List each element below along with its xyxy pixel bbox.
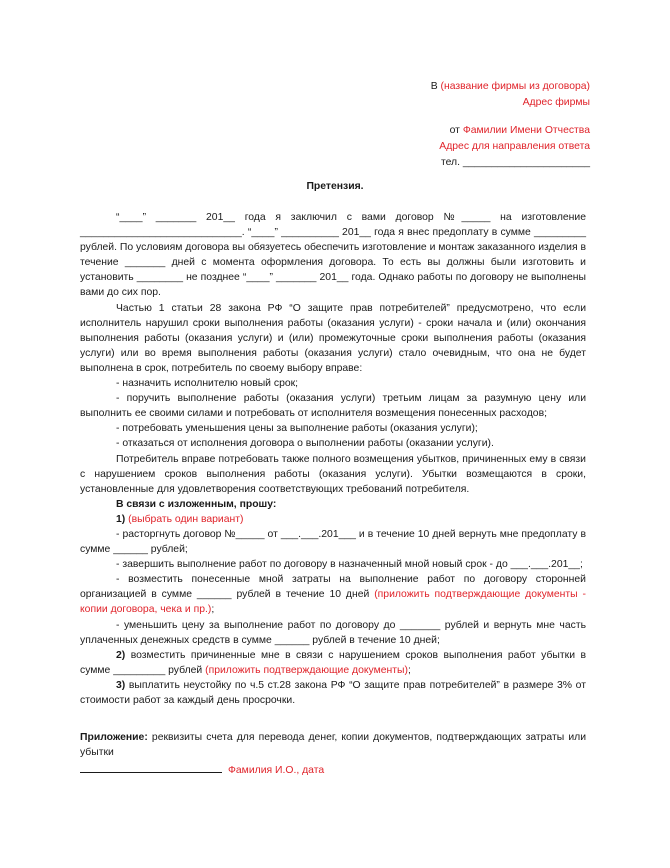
attachment-label: Приложение: — [80, 732, 148, 743]
list-item: - потребовать уменьшения цены за выполнение работы (оказания услуги); — [116, 423, 478, 435]
paragraph-damages: Потребитель вправе потребовать также полного возмещения убытков, причиненных ему в связи с нарушением сроков выполнения работы (оказания услуги). Убытки возмещаются в сроки, установленные для удовлетворения соответствующих требований потребителя. — [80, 453, 586, 495]
addressee-company-line: В (название фирмы из договора) — [430, 81, 590, 92]
list-item: - назначить исполнителю новый срок; — [116, 378, 299, 390]
letter-body — [80, 210, 586, 708]
option-note: (выбрать один вариант) — [128, 513, 244, 525]
company-address-placeholder: Адрес фирмы — [522, 97, 590, 108]
request-item-2: 2) возместить причиненные мне в связи с нарушением сроков выполнения работ убытки в сумме _________ рублей (приложить подтверждающие документы); — [80, 649, 586, 676]
list-item: - возместить понесенные мной затраты на выполнение работ по договору сторонней организацией в сумме ______ рублей в течение 10 дней (приложить подтверждающие документы - копии договора, чека и пр.); — [80, 574, 586, 616]
signature-line — [80, 763, 324, 776]
paragraph-contract-first-line: “____” _______ 201__ года я заключил с вами договор №_____ на изготовление — [116, 212, 586, 223]
addressee-block — [431, 79, 590, 111]
company-name-placeholder: (название фирмы из договора) — [440, 81, 590, 92]
attach-docs-note: (приложить подтверждающие документы) — [205, 664, 408, 676]
list-item: - уменьшить цену за выполнение работ по договору до _______ рублей и вернуть мне часть уплаченных денежных средств в сумме ______ рублей в течение 10 дней; — [80, 619, 586, 646]
attachment-text: реквизиты счета для перевода денег, копии документов, подтверждающих затраты или убытки — [80, 732, 586, 759]
attach-docs-note: (приложить подтверждающие документы - копии договора, чека и пр.) — [80, 589, 586, 616]
paragraph-law: Частью 1 статьи 28 закона РФ “О защите прав потребителей” предусмотрено, что если исполнитель нарушил сроки выполнения работы (оказания услуги) - сроки начала и (или) окончания выполнения работы (оказания услуги) и (или) промежуточные сроки выполнения работы (оказания услуги) или во время выполнения работы (оказания услуги) стало очевидным, что она не будет выполнена в срок, потребитель по своему выбору вправе: — [80, 302, 586, 374]
request-heading: В связи с изложенным, прошу: — [116, 498, 277, 510]
sender-name-line: от Фамилии Имени Отчества — [449, 125, 590, 136]
sender-name-placeholder: Фамилии Имени Отчества — [462, 125, 590, 136]
signature-label: Фамилия И.О., дата — [228, 765, 325, 776]
signature-blank — [80, 763, 222, 773]
list-item: - завершить выполнение работ по договору в назначенный мной новый срок - до ___.___.201__; — [116, 559, 583, 571]
list-item: - расторгнуть договор №_____ от ___.___.201___ и в течение 10 дней вернуть мне предоплату в сумме ______ рублей; — [80, 528, 586, 556]
attachment-line — [80, 730, 586, 760]
sender-block — [439, 123, 590, 171]
request-item-3: 3) выплатить неустойку по ч.5 ст.28 закона РФ “О защите прав потребителей” в размере 3% от стоимости работ за каждый день просрочки. — [80, 679, 586, 706]
paragraph-contract: ____________________________. “____” __________ 201__ года я внес предоплату в сумме _________ рублей. По условиям договора вы обязуетесь обеспечить изготовление и монтаж заказанного изделия в течение _______ дней с момента оформления договора. То есть вы должны были изготовить и установить ________ не позднее “____” _______ 201__ года. Однако работы по договору не выполнены вами до сих пор. — [80, 227, 586, 299]
option-1-heading: 1) (выбрать один вариант) — [116, 513, 244, 525]
sender-address-placeholder: Адрес для направления ответа — [439, 141, 590, 152]
sender-phone: тел. ______________________ — [440, 157, 590, 168]
list-item: - поручить выполнение работы (оказания услуги) третьим лицам за разумную цену или выполнить ее своими силами и потребовать от исполнителя возмещения понесенных расходов; — [80, 393, 586, 420]
document-title: Претензия. — [306, 181, 364, 192]
list-item: - отказаться от исполнения договора о выполнении работы (оказании услуги). — [116, 438, 494, 450]
